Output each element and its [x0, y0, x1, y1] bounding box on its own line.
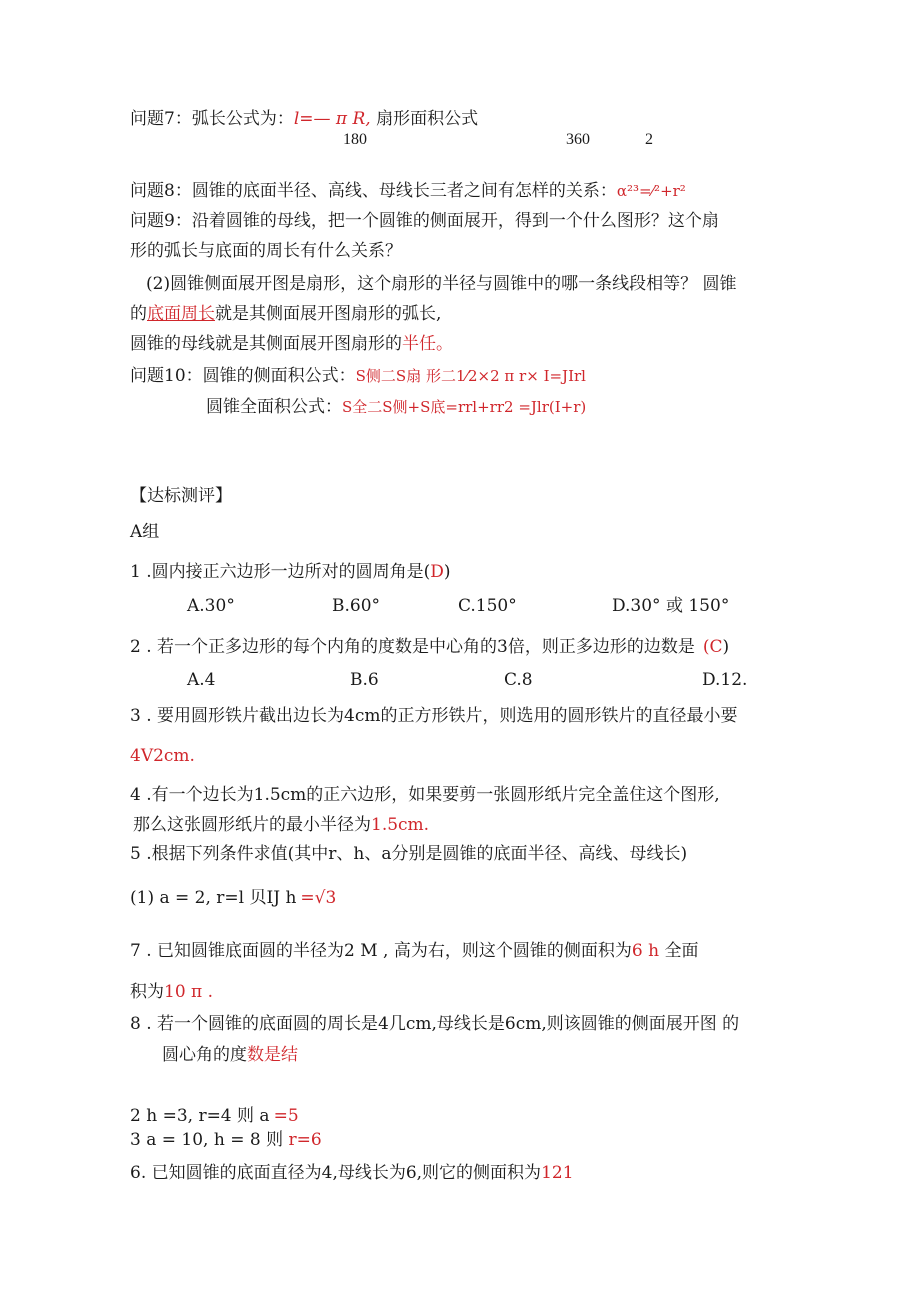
item-5: 5 .根据下列条件求值(其中r、h、a分别是圆锥的底面半径、高线、母线长)	[130, 844, 688, 864]
item-8-line2	[162, 1044, 298, 1066]
part2-line2-post: 就是其侧面展开图扇形的弧长,	[215, 304, 442, 324]
part2-line1: (2)圆锥侧面展开图是扇形，这个扇形的半径与圆锥中的哪一条线段相等？ 圆锥	[146, 274, 737, 294]
item-8-line1: 8 . 若一个圆锥的底面圆的周长是4几cm,母线长是6cm,则该圆锥的侧面展开图 的	[130, 1014, 740, 1034]
item1-close: )	[443, 562, 451, 582]
item-4-line1: 4 .有一个边长为1.5cm的正六边形，如果要剪一张圆形纸片完全盖住这个图形,	[130, 785, 720, 805]
q10-label: 问题10：圆锥的侧面积公式：	[130, 366, 356, 386]
item2-open: (	[702, 637, 710, 657]
item4-answer: 1.5cm.	[371, 815, 430, 835]
item5-sub2	[130, 1105, 299, 1127]
item1-option-a: A.30°	[187, 596, 235, 616]
question-10	[130, 365, 586, 387]
item2-option-b: B.6	[350, 670, 379, 690]
q7-denominator-360: 360	[566, 131, 590, 148]
item8-answer: 数是结	[247, 1045, 298, 1065]
item6-answer: 121	[541, 1163, 574, 1183]
total-area-formula: S全二S侧+S底=rrl+rr2 =Jlr(I+r)	[342, 398, 587, 416]
item7-total-answer: 10 π .	[164, 982, 214, 1002]
item5-sub1-pre: (1) a = 2, r=l 贝IJ h	[130, 888, 297, 908]
item1-answer: D	[430, 562, 444, 582]
item8-line2-pre: 圆心角的度	[162, 1045, 247, 1065]
item1-option-b: B.60°	[332, 596, 381, 616]
sub3-answer: r=6	[288, 1130, 322, 1150]
q7-denominator-2: 2	[645, 131, 653, 148]
sub2-answer: =5	[273, 1106, 299, 1126]
item-1	[130, 561, 451, 583]
item6-pre: 6. 已知圆锥的底面直径为4,母线长为6,则它的侧面积为	[130, 1163, 542, 1183]
item5-sub1	[130, 887, 336, 909]
q8-answer: α²³=⁄²+r²	[616, 182, 686, 200]
item7-lateral-answer: 6 h	[631, 941, 660, 961]
base-circumference-highlight: 底面周长	[147, 304, 215, 324]
item-6	[130, 1162, 574, 1184]
question-10-full-area	[206, 396, 586, 418]
sub2-pre: 2 h =3, r=4 则 a	[130, 1106, 270, 1126]
item1-option-c: C.150°	[458, 596, 517, 616]
item1-text: 1 .圆内接正六边形一边所对的圆周角是(	[130, 562, 431, 582]
item7-line2-pre: 积为	[130, 982, 164, 1002]
part2-line2	[130, 303, 441, 325]
q7-denominator-180: 180	[343, 131, 367, 148]
section-title: 【达标测评】	[130, 486, 232, 506]
question-9-line2: 形的弧长与底面的周长有什么关系？	[130, 241, 402, 261]
group-label: A组	[130, 522, 160, 542]
sub3-pre: 3 a = 10, h = 8 则	[130, 1130, 289, 1150]
question-8	[130, 180, 686, 202]
item2-option-d: D.12.	[702, 670, 748, 690]
q7-sector-label: 扇形面积公式	[370, 109, 479, 129]
item2-answer: C	[709, 637, 723, 657]
item1-option-d: D.30° 或 150°	[612, 596, 730, 616]
item2-text: 2 . 若一个正多边形的每个内角的度数是中心角的3倍，则正多边形的边数是	[130, 637, 695, 657]
item2-option-a: A.4	[187, 670, 216, 690]
part2-line3-pre: 圆锥的母线就是其侧面展开图扇形的	[130, 334, 402, 354]
radius-answer: 半任。	[402, 334, 453, 354]
item-3: 3 . 要用圆形铁片截出边长为4cm的正方形铁片，则选用的圆形铁片的直径最小要	[130, 706, 738, 726]
item5-sub1-answer: =√3	[300, 888, 337, 908]
item2-close: )	[722, 637, 730, 657]
item3-answer: 4V2cm.	[130, 746, 195, 766]
question-9-line1: 问题9：沿着圆锥的母线，把一个圆锥的侧面展开，得到一个什么图形？这个扇	[130, 211, 719, 231]
lateral-area-formula: S侧二S扇 形二1⁄2×2 π r× I=JIrl	[355, 367, 586, 385]
item-2	[130, 636, 729, 658]
part2-line2-pre: 的	[130, 304, 147, 324]
arc-length-formula: l=— π R,	[293, 109, 371, 129]
q7-label: 问题7：弧长公式为：	[130, 109, 294, 129]
item-7-line2	[130, 981, 213, 1003]
item-7-line1	[130, 940, 698, 962]
question-7	[130, 108, 478, 130]
q8-text: 问题8：圆锥的底面半径、高线、母线长三者之间有怎样的关系：	[130, 181, 617, 201]
item7-line1-pre: 7 . 已知圆锥底面圆的半径为2 M , 高为右，则这个圆锥的侧面积为	[130, 941, 632, 961]
part2-line3	[130, 333, 453, 355]
item5-sub3	[130, 1129, 322, 1151]
item-4-line2	[133, 814, 429, 836]
q10-full-label: 圆锥全面积公式：	[206, 397, 342, 417]
item7-line1-post: 全面	[659, 941, 699, 961]
item2-option-c: C.8	[504, 670, 533, 690]
item4-line2-pre: 那么这张圆形纸片的最小半径为	[133, 815, 371, 835]
